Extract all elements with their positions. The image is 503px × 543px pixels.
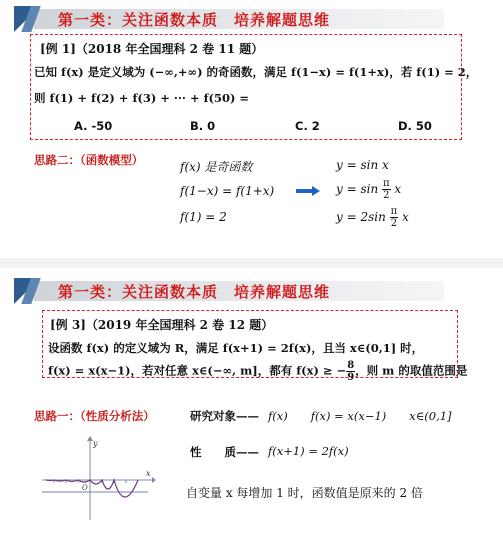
question-line-2-b: ，则 m 的取值范围是 [355, 363, 468, 378]
banner-title: 第一类：关注函数本质 培养解题思维 [58, 11, 331, 29]
question-line-2: 则 f(1) + f(2) + f(3) + ··· + f(50) = [34, 91, 250, 105]
model-right-2-pre: y = sin [336, 182, 379, 196]
x-axis-arrow-icon [152, 477, 156, 483]
slide-separator [0, 258, 503, 268]
choice-b[interactable]: B. 0 [190, 119, 216, 133]
model-right-2 [336, 178, 401, 201]
model-right-2-post: x [394, 182, 402, 196]
function-curve [46, 480, 138, 497]
choice-d[interactable]: D. 50 [398, 119, 432, 133]
slide-1 [0, 0, 503, 258]
axis-x-label: x [146, 469, 151, 478]
idea-label: 思路二：（函数模型） [34, 153, 144, 167]
idea-label: 思路一：（性质分析法） [34, 409, 155, 423]
model-left-2: f(1−x) = f(1+x) [180, 184, 275, 198]
model-left-1: f(x) 是奇函数 [180, 160, 253, 174]
model-left-3: f(1) = 2 [180, 210, 227, 224]
fraction-denominator: 9 [347, 372, 355, 383]
study-label: 研究对象—— [190, 409, 259, 423]
banner-title: 第一类：关注函数本质 培养解题思维 [58, 283, 331, 301]
model-right-3 [336, 206, 409, 229]
model-right-3-numerator: π [390, 206, 398, 217]
model-right-2-fraction [382, 178, 391, 201]
model-right-3-fraction [390, 206, 399, 229]
choice-a[interactable]: A. -50 [74, 119, 113, 133]
question-line-2 [48, 360, 467, 383]
question-line-1: 设函数 f(x) 的定义域为 R，满足 f(x+1) = 2f(x)，且当 x∈(0,1] 时， [48, 341, 424, 355]
slide-2 [0, 268, 503, 543]
origin-label: O [82, 484, 88, 492]
model-right-3-denominator: 2 [390, 218, 398, 229]
model-right-2-numerator: π [383, 178, 390, 189]
model-right-3-post: x [402, 210, 409, 224]
banner [14, 6, 454, 32]
conclusion-text: 自变量 x 每增加 1 时，函数值是原来的 2 倍 [186, 486, 423, 500]
model-right-3-pre: y = 2sin [336, 210, 386, 224]
fraction-numerator: 8 [347, 360, 355, 371]
choice-c[interactable]: C. 2 [295, 119, 320, 133]
property-value: f(x+1) = 2f(x) [268, 444, 349, 458]
model-right-1: y = sin x [336, 158, 389, 172]
property-label: 性 质—— [190, 445, 259, 459]
question-line-1: 已知 f(x) 是定义域为 (−∞,+∞) 的奇函数，满足 f(1−x) = f(1+x)，若 f(1) = 2， [34, 65, 478, 79]
study-value: f(x) f(x) = x(x−1) x∈(0,1] [268, 409, 452, 423]
right-arrow-icon [296, 186, 320, 196]
question-fraction [346, 360, 355, 383]
function-graph [38, 436, 156, 522]
axis-y-label: y [93, 439, 98, 448]
example-header: [例 1]（2018 年全国理科 2 卷 11 题） [40, 42, 264, 56]
model-right-2-denominator: 2 [383, 190, 390, 201]
banner [14, 278, 454, 304]
question-line-2-a: f(x) = x(x−1)，若对任意 x∈(−∞, m]，都有 f(x) ≥ − [48, 363, 347, 378]
example-header: [例 3]（2019 年全国理科 2 卷 12 题） [50, 318, 274, 332]
